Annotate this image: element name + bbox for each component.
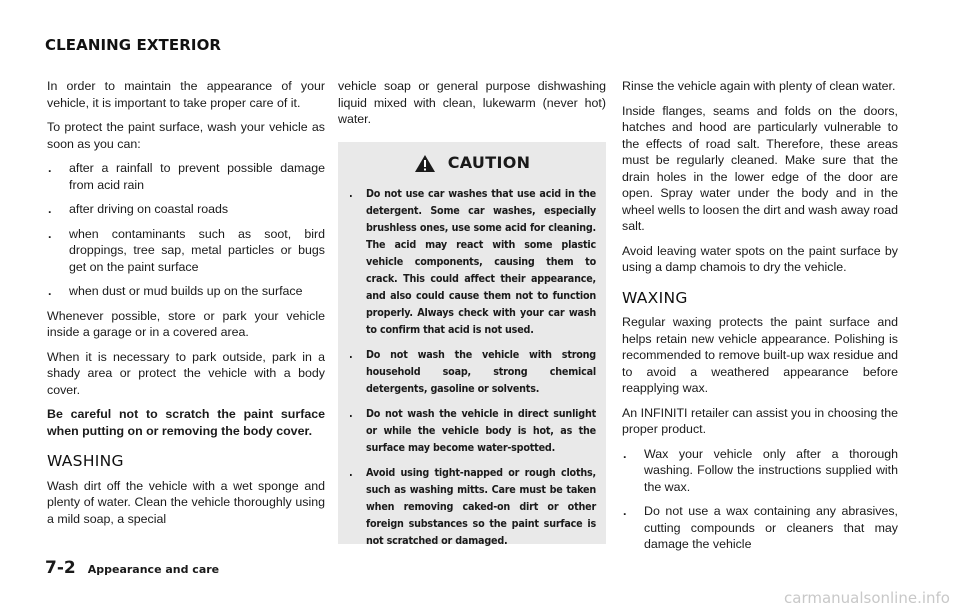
bullet-icon: . (349, 347, 353, 361)
column-middle (338, 78, 606, 547)
retailer-paragraph: An INFINITI retailer can assist you in choosing the proper product. (622, 405, 898, 436)
section-name: Appearance and care (87, 563, 220, 576)
caution-title: CAUTION (447, 152, 531, 172)
list-item-text: Do not use car washes that use acid in the detergent. Some car washes, especially brushless ones, use some acid for cleaning. The acid may react with some plastic vehicle components, causing them to crack. This could affect their appearance, and also could cause them not to function properly. Always check with your car wash to confirm that acid is not used. (366, 186, 596, 336)
list-item-text: Do not use a wax containing any abrasives, cutting compounds or cleaners that may damage the vehicle (644, 504, 898, 551)
page-footer (45, 558, 219, 578)
list-item-text: Do not wash the vehicle with strong household soap, strong chemical detergents, gasoline or solvents. (366, 347, 596, 395)
washing-heading: WASHING (47, 452, 124, 470)
bullet-icon: . (48, 284, 52, 298)
rinse-paragraph: Rinse the vehicle again with plenty of clean water. (622, 79, 896, 93)
washing-paragraph: Wash dirt off the vehicle with a wet sponge and plenty of water. Clean the vehicle thoroughly using a mild soap, a special (47, 478, 325, 526)
water-spots-paragraph: Avoid leaving water spots on the paint surface by using a damp chamois to dry the vehicle. (622, 243, 898, 274)
list-item (47, 283, 325, 300)
column-left (47, 78, 325, 535)
waxing-heading: WAXING (622, 288, 688, 307)
page-title: CLEANING EXTERIOR (45, 36, 222, 54)
list-item-text: Avoid using tight-napped or rough cloths, such as washing mitts. Care must be taken when removing caked-on dirt or other foreign substances so the paint surface is not scratched or damaged. (366, 465, 596, 547)
road-salt-paragraph: Inside flanges, seams and folds on the doors, hatches and hood are particularly vulnerable to the effects of road salt. Therefore, these areas must be regularly cleaned. Make sure that the drain holes in the lower edge of the door are open. Spray water under the body and in the wheel wells to loosen the dirt and wash away road salt. (622, 103, 898, 233)
park-outside-paragraph: When it is necessary to park outside, park in a shady area or protect the vehicle with a body cover. (47, 349, 325, 397)
body-cover-warning: Be careful not to scratch the paint surface when putting on or removing the body cover. (47, 407, 325, 438)
list-item (47, 160, 325, 193)
list-item (622, 446, 898, 496)
bullet-icon: . (48, 202, 52, 216)
list-item (348, 405, 596, 456)
list-item (622, 503, 898, 553)
bullet-icon: . (349, 465, 353, 479)
waxing-paragraph: Regular waxing protects the paint surface and helps retain new vehicle appearance. Polishing is recommended to remove built-up wax residue and to avoid a weathered appearance before reapplying wax. (622, 315, 898, 395)
list-item-text: Wax your vehicle only after a thorough washing. Follow the instructions supplied with the wax. (644, 446, 898, 494)
bullet-icon: . (48, 161, 52, 175)
caution-header (348, 154, 596, 173)
intro-paragraph: In order to maintain the appearance of your vehicle, it is important to take proper care of it. (47, 79, 325, 110)
bullet-icon: . (48, 226, 52, 241)
page-number: 7-2 (45, 558, 76, 578)
protect-paragraph: To protect the paint surface, wash your vehicle as soon as you can: (47, 120, 325, 151)
list-item (47, 201, 325, 218)
bullet-icon: . (349, 186, 353, 200)
list-item (348, 346, 596, 397)
list-item-text: after driving on coastal roads (69, 202, 229, 216)
wax-list (622, 446, 898, 553)
caution-list (348, 185, 596, 549)
list-item (348, 185, 596, 338)
caution-box (338, 142, 606, 547)
list-item (47, 226, 325, 276)
soap-paragraph: vehicle soap or general purpose dishwashing liquid mixed with clean, lukewarm (never hot) water. (338, 79, 606, 126)
list-item-text: after a rainfall to prevent possible damage from acid rain (69, 161, 325, 192)
bullet-icon: . (349, 406, 353, 420)
bullet-icon: . (623, 446, 627, 461)
watermark: carmanualsonline.info (784, 589, 950, 607)
list-item-text: when dust or mud builds up on the surface (69, 284, 303, 298)
list-item (348, 464, 596, 549)
store-paragraph: Whenever possible, store or park your vehicle inside a garage or in a covered area. (47, 308, 325, 339)
column-right (622, 78, 898, 561)
warning-triangle-icon (414, 154, 436, 173)
list-item-text: when contaminants such as soot, bird droppings, tree sap, metal particles or bugs get on the paint surface (69, 226, 325, 274)
bullet-icon: . (623, 504, 627, 518)
wash-when-list (47, 160, 325, 300)
list-item-text: Do not wash the vehicle in direct sunlight or while the vehicle body is hot, as the surface may become water-spotted. (366, 406, 596, 454)
